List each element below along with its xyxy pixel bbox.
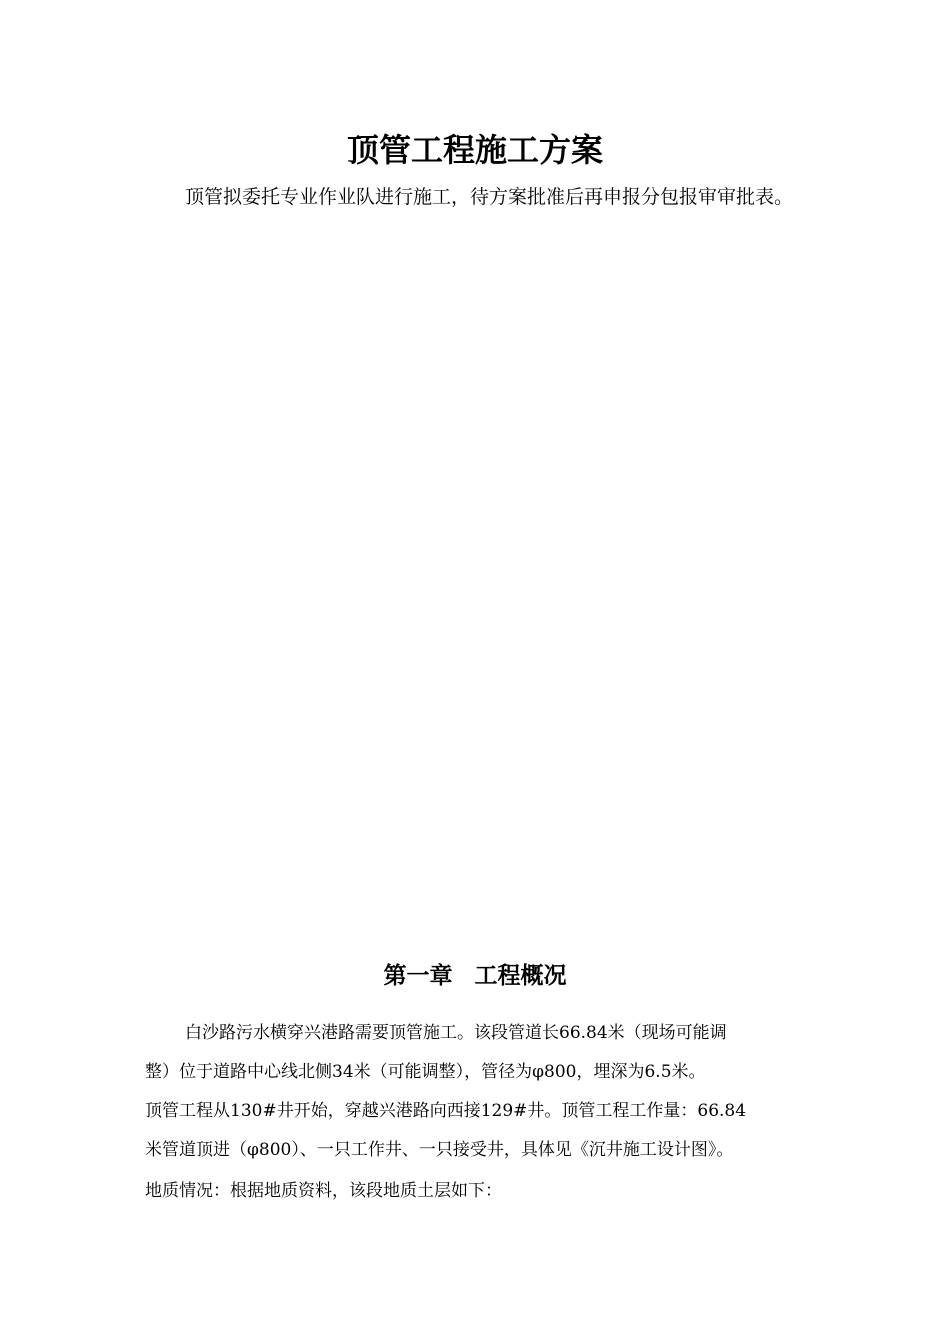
chapter-number: 第一章 [383, 963, 453, 989]
paragraph-line: 整）位于道路中心线北侧34米（可能调整），管径为φ800，埋深为6.5米。 [145, 1062, 706, 1082]
paragraph-line: 米管道顶进（φ800）、一只工作井、一只接受井，具体见《沉井施工设计图》。 [145, 1140, 734, 1160]
intro-paragraph [145, 180, 810, 214]
chapter-name: 工程概况 [474, 963, 567, 989]
intro-text: 顶管拟委托专业作业队进行施工，待方案批准后再申报分包报审审批表。 [185, 186, 794, 208]
geology-line: 地质情况：根据地质资料，该段地质土层如下： [145, 1181, 502, 1201]
paragraph-line: 顶管工程从130#井开始，穿越兴港路向西接129#井。顶管工程工作量：66.84 [145, 1101, 747, 1121]
paragraph-line: 白沙路污水横穿兴港路需要顶管施工。该段管道长66.84米（现场可能调 [185, 1023, 727, 1043]
chapter-heading [0, 956, 950, 996]
document-title: 顶管工程施工方案 [346, 131, 603, 169]
